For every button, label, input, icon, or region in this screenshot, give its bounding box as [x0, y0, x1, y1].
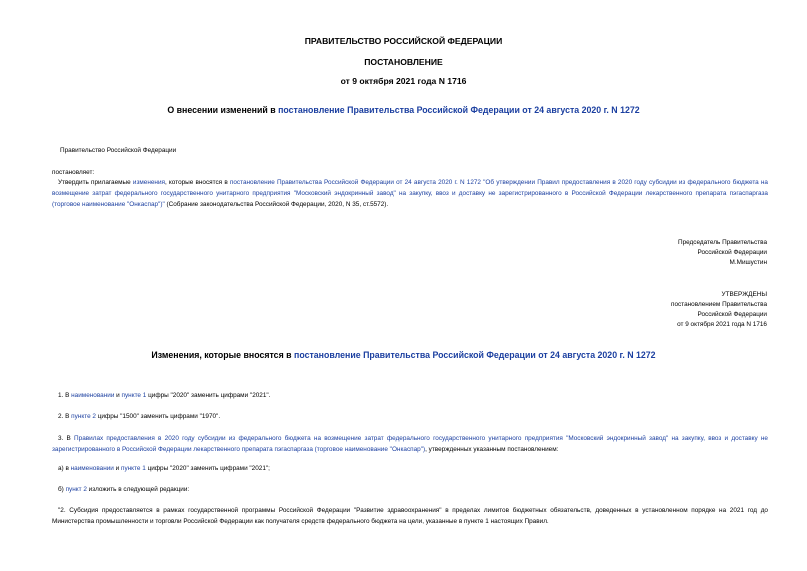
- approved-line1: УТВЕРЖДЕНЫ: [721, 291, 767, 298]
- item-2: [58, 411, 220, 422]
- document-title: [0, 105, 807, 116]
- rules-link[interactable]: Правилах предоставления в 2020 году субсидии из федерального бюджета на возмещение затрат федерального государственного унитарного предприятия "Московский эндокринный завод" на закупку, ввоз и доставку не зарегистрированного в Российской Федерации лекарственного препарата пэгаспаргаза (торговое наименование "Онкаспар"): [52, 435, 768, 454]
- changes-link[interactable]: изменения: [132, 179, 165, 186]
- item-2-text-a: 2. В: [58, 413, 72, 420]
- p1-text-a: Утвердить прилагаемые: [58, 179, 133, 186]
- signature-title-line1: Председатель Правительства: [678, 239, 767, 246]
- government-header: ПРАВИТЕЛЬСТВО РОССИЙСКОЙ ФЕДЕРАЦИИ: [304, 36, 503, 46]
- item-3-text-a: 3. В: [58, 435, 75, 442]
- item-3-text-b: , утвержденных указанным постановлением:: [425, 446, 559, 454]
- item-1-text-c: цифры "2020" заменить цифрами "2021".: [146, 392, 271, 399]
- document-type: ПОСТАНОВЛЕНИЕ: [364, 57, 443, 67]
- resolution-1272-link[interactable]: постановление Правительства Российской Федерации от 24 августа 2020 г. N 1272 "Об утверждении Правил предоставления в 2020 году субсидии из федерального бюджета на возмещение затрат федерального государственного унитарного предприятия "Московский эндокринный завод" на закупку, ввоз и доставку не зарегистрированного в Российской Федерации лекарственного препарата пэгаспаргаза (торговое наименование "Онкаспар")": [52, 179, 768, 209]
- changes-title-prefix: Изменения, которые вносятся в: [151, 350, 294, 360]
- government-line: Правительство Российской Федерации: [60, 147, 177, 154]
- item-1-text-a: 1. В: [58, 392, 72, 399]
- p1-text-c: (Собрание законодательства Российской Федерации, 2020, N 35, ст.5572).: [164, 201, 389, 209]
- item-b: [58, 484, 189, 495]
- item-1-point1-link[interactable]: пункте 1: [121, 392, 147, 399]
- approved-line3: Российской Федерации: [697, 311, 767, 318]
- item-b-text-a: б): [58, 486, 66, 493]
- item-1-text-b: и: [114, 392, 122, 399]
- document-title-prefix: О внесении изменений в: [167, 105, 279, 115]
- approved-line2: постановлением Правительства: [671, 301, 767, 308]
- item-1: [58, 390, 270, 401]
- changes-title: [0, 350, 807, 361]
- item-b-point2-link[interactable]: пункт 2: [65, 486, 87, 493]
- document-date: от 9 октября 2021 года N 1716: [340, 76, 467, 86]
- changes-title-resolution-link[interactable]: постановление Правительства Российской Федерации от 24 августа 2020 г. N 1272: [294, 350, 656, 360]
- signature-name: М.Мишустин: [729, 259, 767, 266]
- item-3: [52, 433, 768, 455]
- item-a-text-a: а) в: [58, 465, 71, 472]
- approved-line4: от 9 октября 2021 года N 1716: [677, 321, 767, 328]
- item-a: [58, 463, 270, 474]
- quoted-paragraph-2: [52, 505, 768, 527]
- title-resolution-link[interactable]: постановление Правительства Российской Федерации от 24 августа 2020 г. N 1272: [278, 105, 640, 115]
- item-a-text-c: цифры "2020" заменить цифрами "2021";: [145, 465, 270, 472]
- resolves-line: постановляет:: [52, 169, 95, 176]
- paragraph-approve: [52, 177, 768, 211]
- item-1-name-link[interactable]: наименовании: [71, 392, 115, 399]
- item-b-text-b: изложить в следующей редакции:: [86, 486, 190, 493]
- item-a-name-link[interactable]: наименовании: [70, 465, 114, 472]
- item-2-text-b: цифры "1500" заменить цифрами "1970".: [95, 413, 221, 420]
- item-2-point2-link[interactable]: пункте 2: [71, 413, 96, 420]
- p1-text-b: , которые вносятся в: [164, 179, 230, 186]
- item-a-point1-link[interactable]: пункте 1: [121, 465, 146, 472]
- quoted-paragraph-2-text: "2. Субсидия предоставляется в рамках государственной программы Российской Федерации "Развитие здравоохранения" в пределах лимитов бюджетных обязательств, доведенных в установленном порядке на 2021 год до Министерства промышленности и торговли Российской Федерации как получателя средств федерального бюджета на цели, указанные в пункте 1 настоящих Правил.: [52, 507, 768, 526]
- item-a-text-b: и: [113, 465, 121, 472]
- signature-title-line2: Российской Федерации: [697, 249, 767, 256]
